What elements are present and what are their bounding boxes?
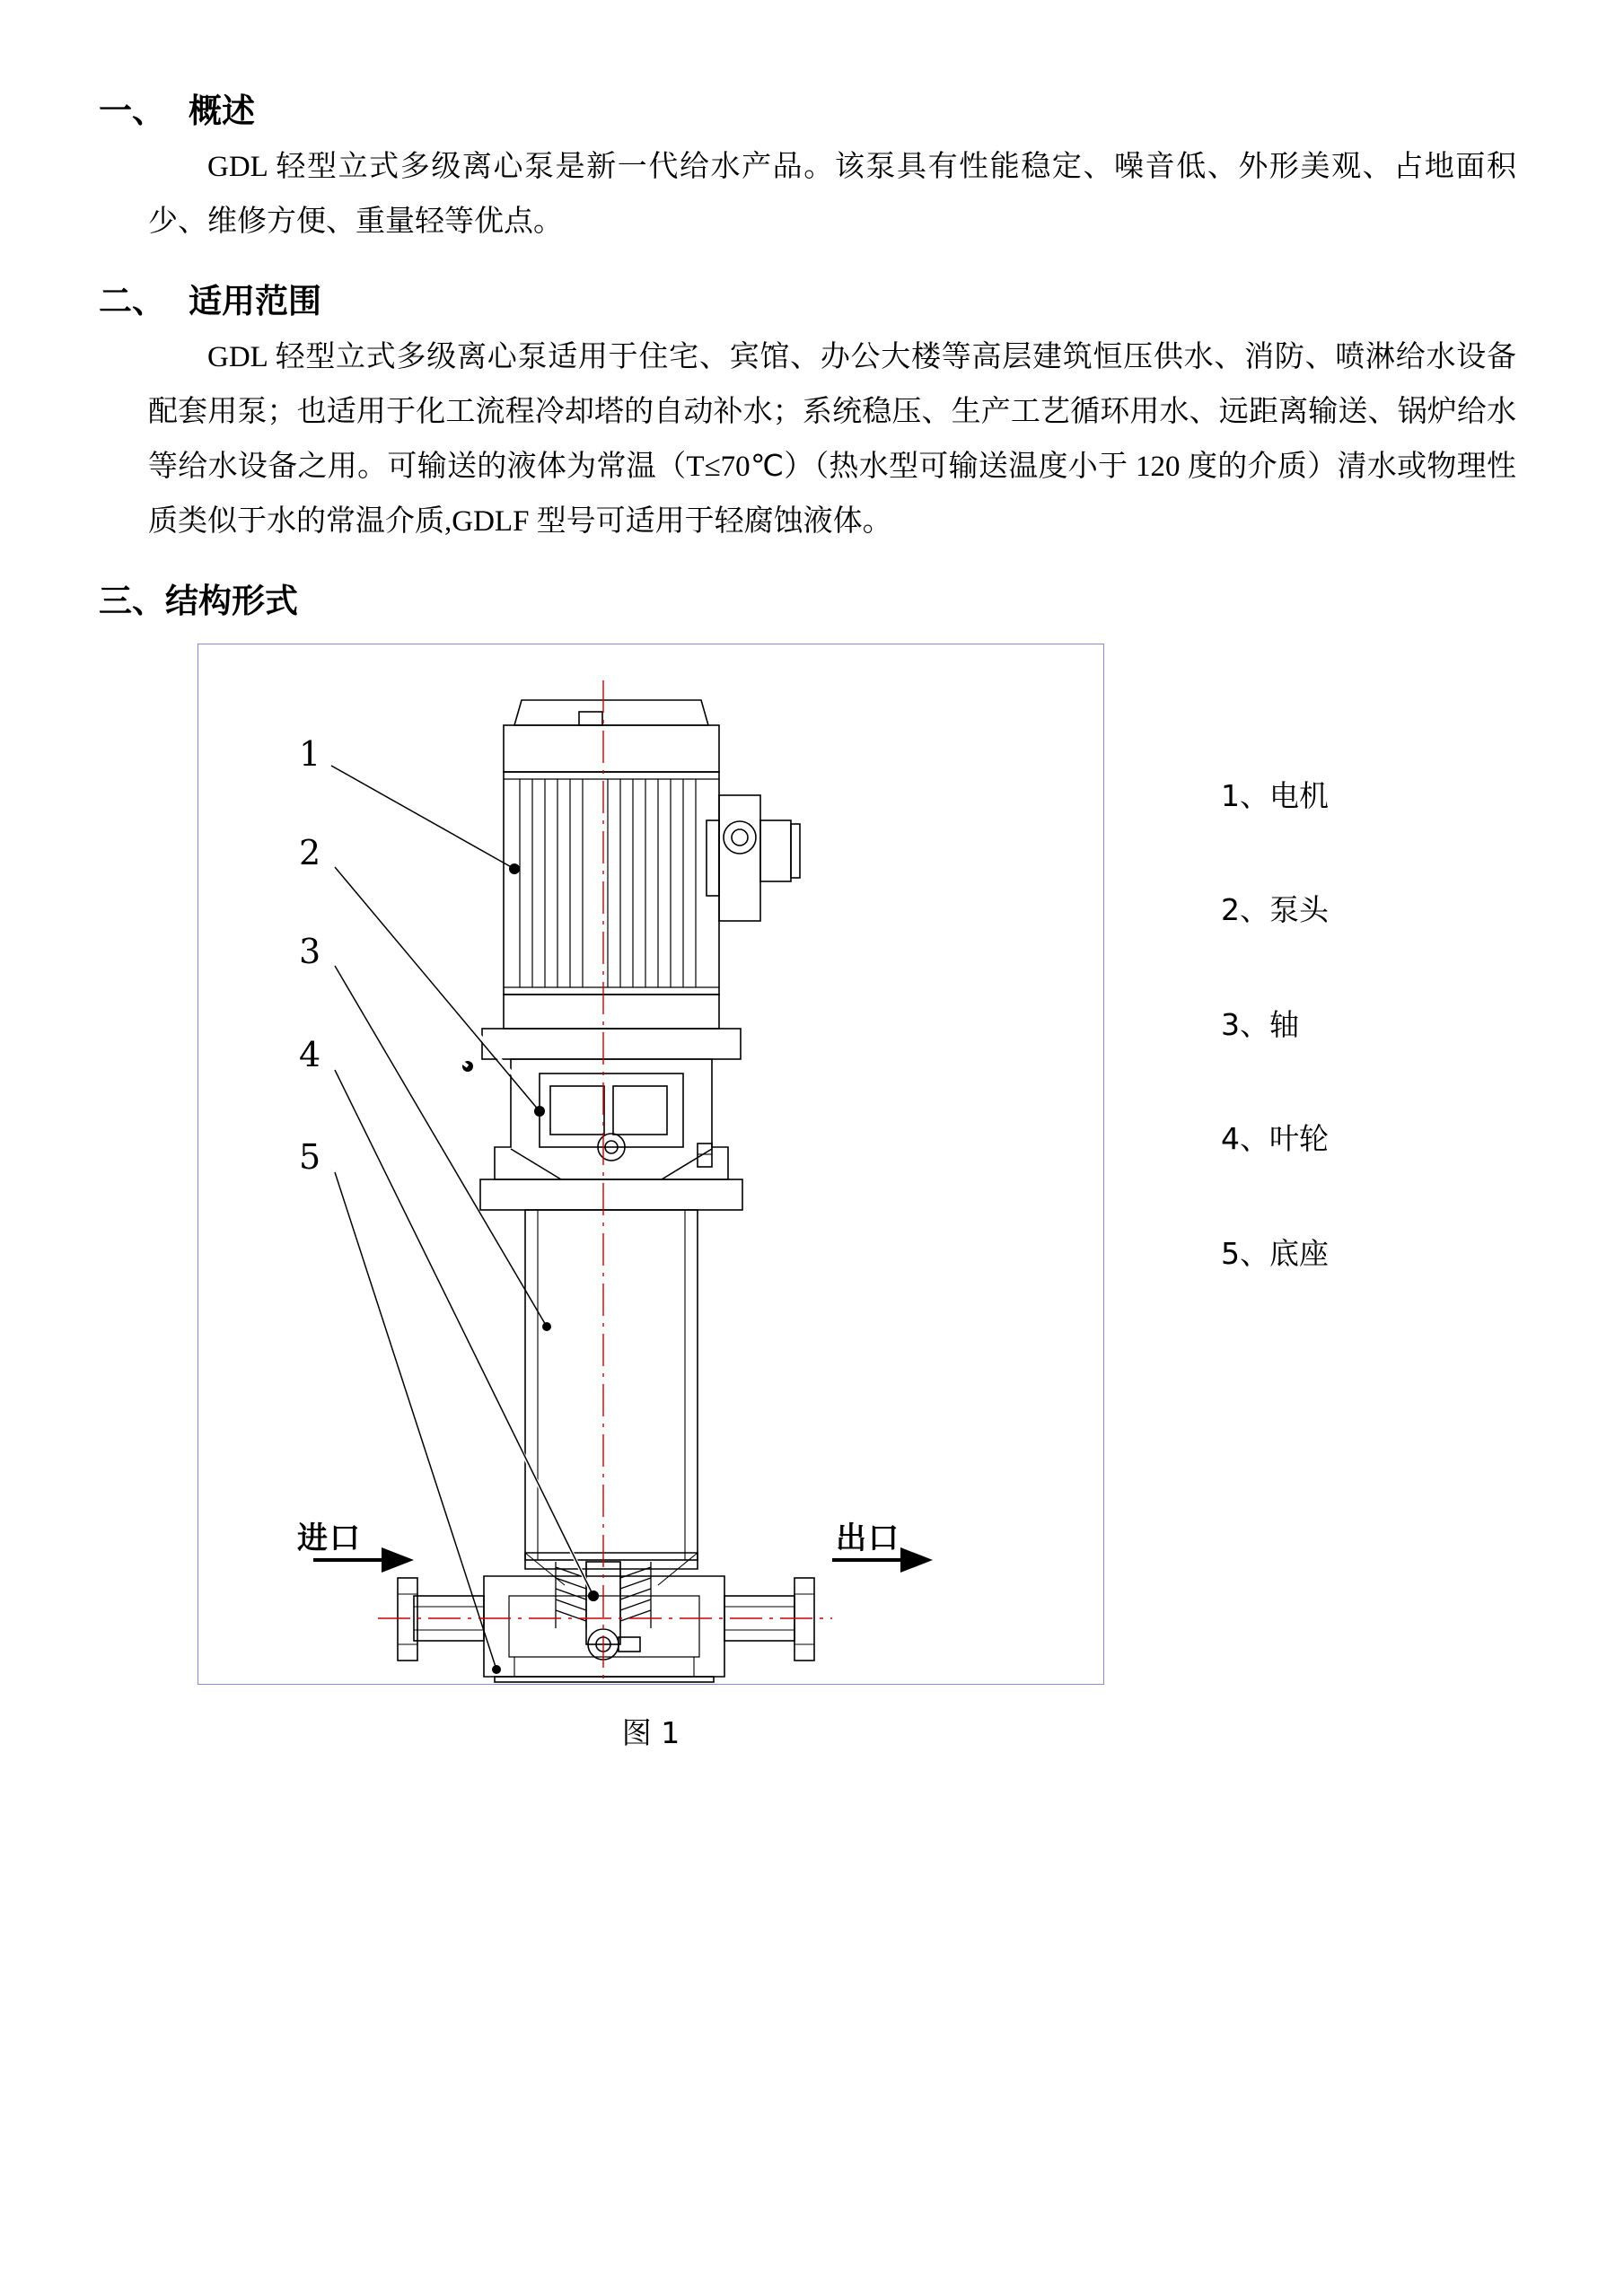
port-label-outlet: 出口	[836, 1520, 900, 1556]
callout-4: 4	[299, 1034, 321, 1074]
figure-caption: 图 1	[621, 1714, 680, 1750]
section-number: 一、	[99, 92, 165, 130]
legend-item-base: 5、底座	[1221, 1235, 1329, 1271]
legend-item-impeller: 4、叶轮	[1221, 1121, 1329, 1157]
section-title: 概述	[189, 92, 255, 130]
section-heading	[99, 580, 1516, 623]
section-heading	[99, 280, 1516, 323]
section-overview	[99, 90, 1516, 250]
paragraph	[99, 140, 1516, 250]
section-structure	[99, 580, 1516, 623]
callout-5: 5	[299, 1136, 321, 1177]
figure-legend	[1221, 778, 1544, 1351]
figure-region	[99, 644, 1516, 1752]
section-number: 二、	[99, 282, 165, 321]
port-label-inlet: 进口	[297, 1520, 362, 1556]
callout-1: 1	[299, 733, 321, 774]
callout-2: 2	[299, 832, 321, 872]
section-title: 适用范围	[189, 282, 321, 321]
callout-3: 3	[299, 931, 321, 971]
figure-frame	[198, 644, 1104, 1685]
section-heading	[99, 90, 1516, 133]
paragraph-text: GDL 轻型立式多级离心泵适用于住宅、宾馆、办公大楼等高层建筑恒压供水、消防、喷淋给水设备配套用泵；也适用于化工流程冷却塔的自动补水；系统稳压、生产工艺循环用水、远距离输送、锅炉给水等给水设备之用。可输送的液体为常温（T≤70℃）（热水型可输送温度小于 120 度的介质）清水或物理性质类似于水的常温介质,GDLF 型号可适用于轻腐蚀液体。	[148, 341, 1516, 539]
section-title: 结构形式	[165, 582, 298, 621]
section-number: 三、	[99, 582, 165, 621]
paragraph	[99, 330, 1516, 549]
legend-item-pump-head: 2、泵头	[1221, 892, 1329, 928]
paragraph-text: GDL 轻型立式多级离心泵是新一代给水产品。该泵具有性能稳定、噪音低、外形美观、占地面积少、维修方便、重量轻等优点。	[148, 151, 1516, 239]
legend-item-motor: 1、电机	[1221, 777, 1329, 813]
legend-item-shaft: 3、轴	[1221, 1006, 1299, 1042]
section-scope	[99, 280, 1516, 549]
